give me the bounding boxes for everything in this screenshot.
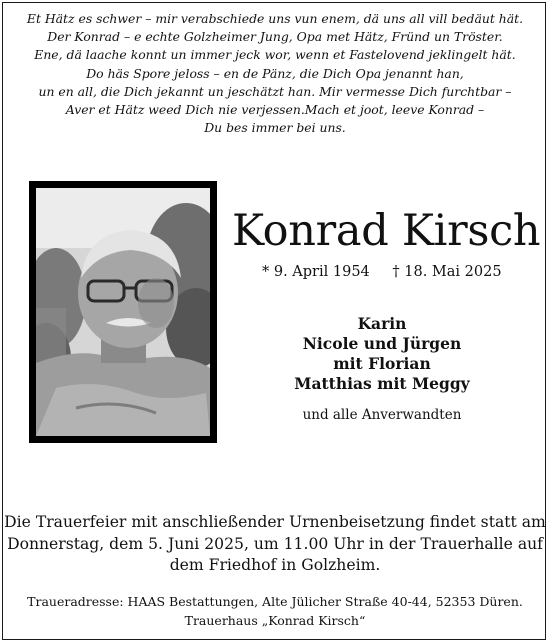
family-line: Matthias mit Meggy [294, 374, 470, 393]
family-line: mit Florian [333, 354, 431, 373]
ceremony-announcement [0, 512, 550, 577]
portrait-photo [36, 188, 210, 436]
poem-line: un en all, die Dich jekannt un jeschätzt han. Mir vermesse Dich furchtbar – [38, 83, 512, 99]
ceremony-line: dem Friedhof in Golzheim. [169, 556, 381, 574]
family-line: Nicole und Jürgen [302, 334, 462, 353]
ceremony-line: Die Trauerfeier mit anschließender Urnenbeisetzung findet statt am [4, 513, 546, 531]
ceremony-line: Donnerstag, dem 5. Juni 2025, um 11.00 Uhr in der Trauerhalle auf [7, 534, 543, 553]
poem-line: Ene, dä laache konnt un immer jeck wor, wenn et Fastelovend jeklingelt hät. [34, 47, 516, 63]
poem-line: Du bes immer bei uns. [204, 120, 346, 136]
deceased-name: Konrad Kirsch [232, 206, 541, 256]
mourning-address [0, 593, 550, 630]
relatives-note: und alle Anverwandten [302, 407, 462, 423]
family-names [262, 314, 502, 394]
death-date: † 18. Mai 2025 [392, 264, 502, 280]
poem-line: Der Konrad – e echte Golzheimer Jung, Opa met Hätz, Fründ un Tröster. [47, 29, 503, 45]
poem-line: Aver et Hätz weed Dich nie verjessen.Mach et joot, leeve Konrad – [65, 102, 485, 118]
family-line: Karin [357, 314, 407, 333]
address-line: Trauerhaus „Konrad Kirsch“ [184, 612, 366, 628]
poem-line: Do häs Spore jeloss – en de Pänz, die Dich Opa jenannt han, [86, 65, 464, 81]
birth-date: * 9. April 1954 [262, 264, 370, 280]
life-dates [262, 264, 502, 280]
memorial-poem [0, 10, 550, 137]
portrait-image [36, 188, 210, 436]
address-line: Traueradresse: HAAS Bestattungen, Alte Jülicher Straße 40-44, 52353 Düren. [27, 594, 523, 609]
portrait-photo-frame [29, 181, 217, 443]
poem-line: Et Hätz es schwer – mir verabschiede uns vun enem, dä uns all vill bedäut hät. [26, 11, 524, 26]
